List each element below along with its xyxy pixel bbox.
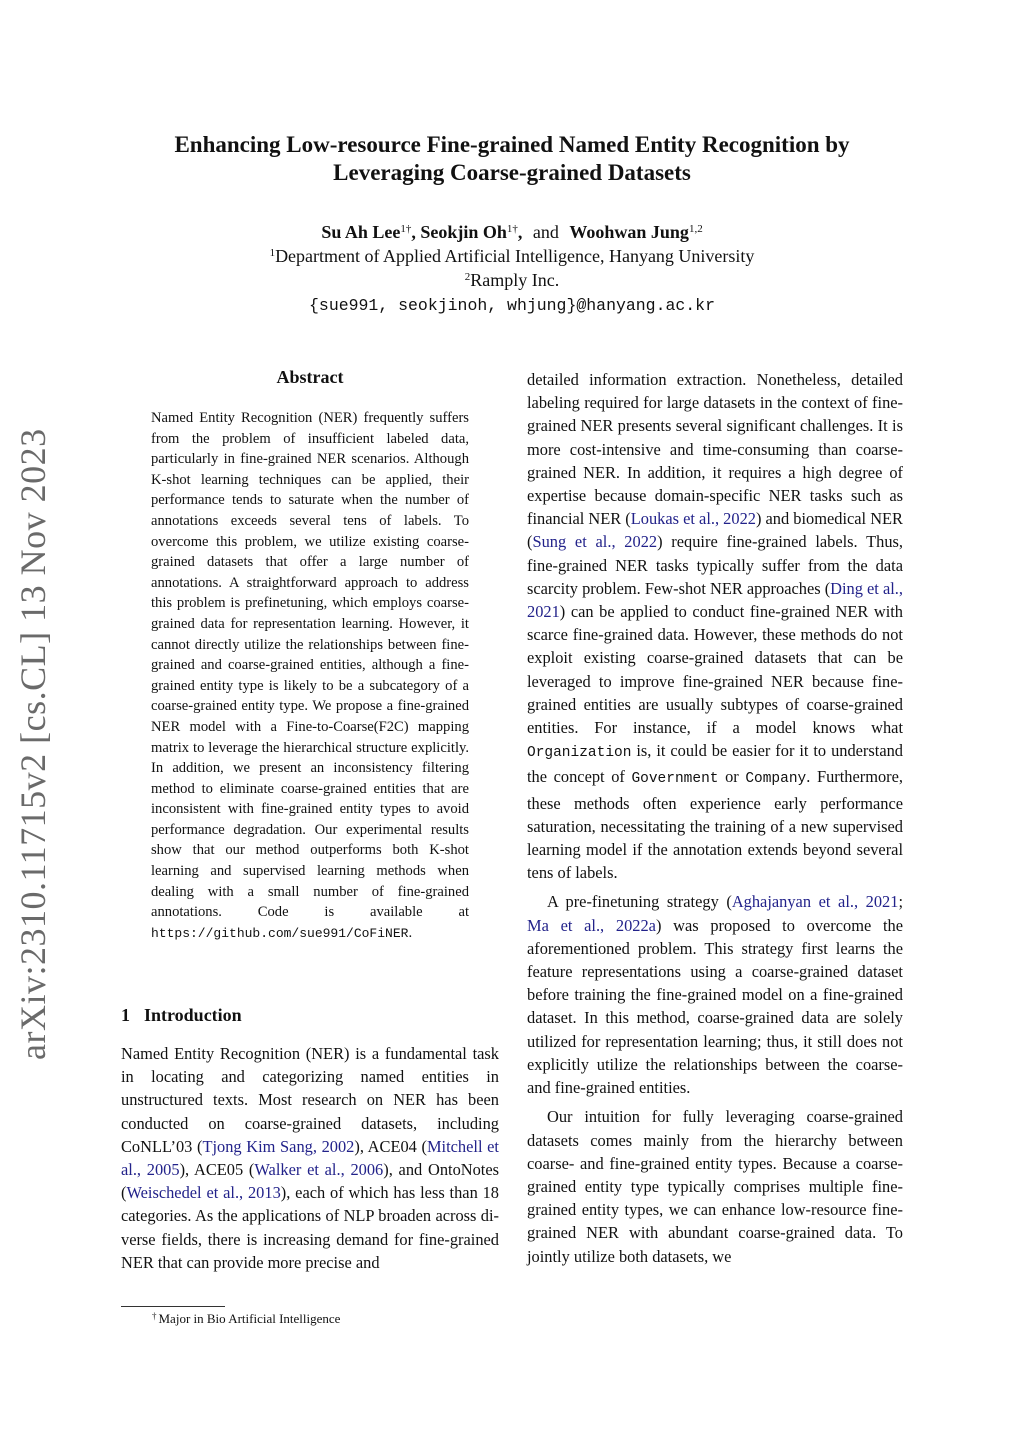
citation-link[interactable]: Ding et al., 2021 — [527, 578, 903, 622]
author-2-mark: 1† — [506, 223, 518, 235]
paragraph: detailed information extraction. Nonetheless, detailed labeling required for large datasets in the context of fine-grained NER presents several significant challenges. It is more cost-intensive and time-consuming than coarse-grained NER. In addition, it requires a high degree of expertise because domain-specific NER tasks such as financial NER (Loukas et al., 2022) and biomedical NER (Sung et al., 2022) require fine-grained labels. Thus, fine-grained NER tasks typically suffer from the data scarcity problem. Few-shot NER approaches (Ding et al., 2021) can be applied to conduct fine-grained NER with scarce fine-grained data. However, these methods do not exploit existing coarse-grained datasets that can be leveraged to improve fine-grained NER because fine-grained entities are usually subtypes of coarse-grained entities. For instance, if a model knows what Organization is, it could be easier for it to understand the concept of Government or Company. Furthermore, these methods often experience early performance saturation, necessitating the training of a new supervised learning model if the annotation extends beyond several tens of labels. — [527, 370, 903, 883]
citation-link[interactable]: Ma et al., 2022a — [527, 915, 656, 935]
inline-code: Government — [631, 771, 719, 788]
author-conjunction: and — [532, 222, 559, 242]
title-line-1: Enhancing Low-resource Fine-grained Named Entity Recognition by — [174, 132, 850, 157]
code-repository-link[interactable]: https://github.com/sue991/CoFiNER — [151, 925, 409, 941]
author-emails: {sue991, seokjinoh, whjung}@hanyang.ac.kr — [309, 296, 715, 315]
author-1-mark: 1† — [400, 223, 412, 235]
affiliation-1: $^1$Department of Applied Artificial Intelligence, Hanyang University — [269, 246, 755, 266]
citation-link[interactable]: Sung et al., 2022 — [532, 532, 658, 552]
paper-title — [100, 131, 924, 187]
affiliation-2: $^2$Ramply Inc. — [464, 270, 560, 290]
section-number: 1 — [121, 1005, 130, 1025]
author-1: Su Ah Lee — [321, 222, 401, 242]
paragraph: A pre-finetuning strategy (Aghajanyan et al., 2021; Ma et al., 2022a) was proposed to overcome the aforementioned problem. This strategy first learns the feature representations using a coarse-grained dataset before training the fine-grained model on a fine-grained dataset. In this method, coarse-grained data are solely utilized for representation learning; thus, it still does not explicitly utilize the relationships between the coarse- and fine-grained entities. — [527, 892, 904, 1098]
author-3: Woohwan Jung — [569, 222, 689, 242]
footnote: † Major in Bio Artificial Intelligence — [152, 1311, 341, 1326]
citation-link[interactable]: Tjong Kim Sang, 2002 — [202, 1136, 355, 1156]
section-heading-introduction — [121, 1005, 242, 1026]
citation-link[interactable]: Aghajanyan et al., 2021 — [731, 892, 899, 912]
author-names: Su Ah Lee$^{1\dagger}$, Seokjin $Oh^{1\dagger}$, and Woohwan Jung$^{1,2}$ — [321, 222, 703, 242]
arxiv-identifier-stamp: arXiv:2310.11715v2 [cs.CL] 13 Nov 2023 — [13, 428, 53, 1060]
citation-link[interactable]: Loukas et al., 2022 — [630, 509, 756, 529]
abstract-heading: Abstract — [276, 367, 344, 387]
title-line-2: Leveraging Coarse-grained Datasets — [333, 160, 691, 185]
citation-link[interactable]: Walker et al., 2006 — [254, 1160, 384, 1180]
inline-code: Organization — [527, 745, 632, 762]
author-3-mark: 1,2 — [688, 223, 703, 235]
inline-code: Company — [745, 771, 807, 788]
abstract-text: Named Entity Recognition (NER) frequently suffers from the problem of insufficient labeled data, particularly in fine-grained NER scenarios. Although K-shot learning techniques can be applied, their performance tends to saturate when the number of annotations exceeds several tens of labels. To overcome this problem, we utilize existing coarse-grained datasets that offer a large number of annotations. A straightforward approach to address this problem is prefinetuning, which employs coarse-grained data for representation learning. However, it cannot directly utilize the relationships between fine-grained and coarse-grained entities, although a fine-grained entity type is likely to be a subcategory of a coarse-grained entity type. We propose a fine-grained NER model with a Fine-to-Coarse(F2C) mapping matrix to leverage the hierarchical structure explicitly. In addition, we present an inconsistency filtering method to eliminate coarse-grained entities that are inconsistent with fine-grained entity types to avoid performance degradation. Our experimental results show that our method outperforms both K-shot learning and supervised learning methods when dealing with a small number of fine-grained annotations. Code is available at https://github.com/sue991/CoFiNER. — [151, 410, 469, 941]
introduction-paragraph: Named Entity Recognition (NER) is a fundamental task in locating and categorizing named entities in unstructured texts. Most research on NER has been conducted on coarse-grained datasets, including CoNLL’03 (Tjong Kim Sang, 2002), ACE04 (Mitchell et al., 2005), ACE05 (Walker et al., 2006), and OntoNotes (Weischedel et al., 2013), each of which has less than 18 categories. As the applications of NLP broaden across diverse fields, there is increasing demand for fine-grained NER that can provide more precise and — [121, 1044, 500, 1272]
footnote-rule — [121, 1306, 225, 1307]
right-column-text — [527, 368, 903, 1268]
section-title: Introduction — [144, 1005, 242, 1025]
citation-link[interactable]: Weischedel et al., 2013 — [126, 1183, 281, 1203]
citation-link[interactable]: Mitchell et al., 2005 — [121, 1136, 499, 1180]
author-block — [100, 220, 924, 318]
author-2: Seokjin Oh — [420, 222, 507, 242]
paragraph: Our intuition for fully leveraging coarse-grained datasets comes mainly from the hierarchy between coarse- and fine-grained entity types. Because a coarse-grained entity type typically comprises multiple fine-grained entity types, we can enhance low-resource fine-grained NER with abundant coarse-grained data. To jointly utilize both datasets, we — [527, 1107, 903, 1266]
